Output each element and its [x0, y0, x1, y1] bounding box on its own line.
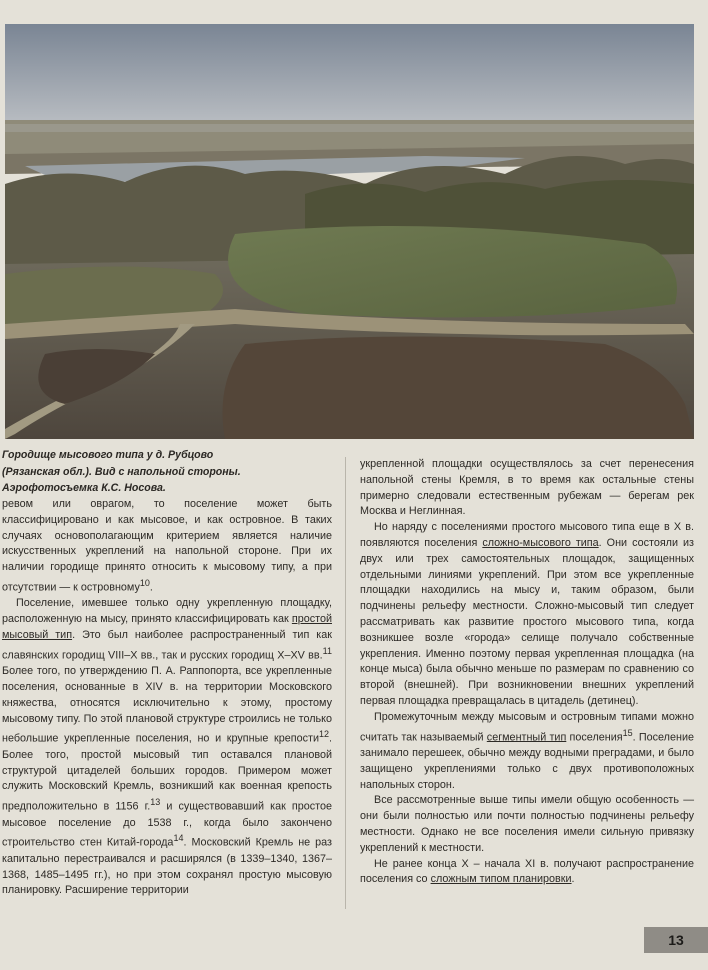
text: . Поселение занимало перешеек, обычно между водными преградами, и было защищено укреплениями только с двух противоположных напольных сторон. — [360, 731, 694, 791]
text: Более того, по утверждению П. А. Раппопорта, все укрепленные поселения, основанные в XIV в. на территории Московского княжества, относятся исключительно к этому, простому мысовому типу. По этой плановой структуре строились не только небольшие укрепленные поселения, но и крупные крепости — [2, 665, 332, 745]
paragraph: укрепленной площадки осуществлялось за счет перенесения напольной стены Кремля, в то время как остальные стены примерно следовали естественным рубежам — берегам рек Москва и Неглинная. — [360, 458, 694, 518]
text: . — [149, 581, 153, 594]
caption-line: Аэрофотосъемка К.С. Носова. — [2, 482, 166, 494]
text: . Они состояли из двух или трех самостоятельных площадок, защищенных отдельными линиями укреплений. При этом все укрепленные площадки находились на мысу и, таким образом, были подчинены рельефу местности. Сложно-мысовый тип следует рассматривать как развитие простого мысового типа, когда возникшее возле «города» селище получало собственные укрепления. Именно поэтому первая укрепленная площадка (на конце мыса) была обычно меньше по размерам по сравнению со второй (внешней). При возникновении внешних укреплений первая площадка превращалась в цитадель (детинец). — [360, 536, 694, 707]
text: ревом или оврагом, то поселение может быть классифицировано и как мысовое, и как островное. В таких случаях основополагающим критерием является наличие искусственных укреплений на напольной стороне. При их наличии городище принято относить к мысовому типу, а при отсутствии — к островному — [2, 498, 332, 594]
term-complex-layout-type: сложным типом планировки — [430, 873, 572, 886]
term-simple-cape-type: простой мысовый тип — [2, 613, 332, 641]
left-text-column — [2, 497, 332, 899]
text: Поселение, имевшее только одну укрепленную площадку, расположенную на мысу, принято классифицировать как — [2, 597, 332, 626]
footnote-ref: 11 — [322, 645, 332, 656]
paragraph — [2, 596, 332, 899]
caption-line: Городище мысового типа у д. Рубцово — [2, 449, 214, 461]
photo-caption — [2, 447, 332, 497]
caption-line: (Рязанская обл.). Вид с напольной стороны. — [2, 465, 241, 478]
text: . Более того, простой мысовый тип оставался плановой структурой цитаделей больших городов. Примером может служить Московский Кремль, возникший как военная крепость предположительно в 1156 г. — [2, 732, 332, 813]
paragraph — [2, 497, 332, 596]
paragraph — [360, 520, 694, 710]
text: Промежуточным между мысовым и островным типами можно считать так называемый — [360, 710, 694, 744]
right-text-column — [360, 457, 694, 888]
footnote-ref: 14 — [173, 833, 184, 844]
term-segment-type: сегментный тип — [486, 731, 567, 744]
text: . Это был наиболее распространенный тип как славянских городищ VIII–X вв., так и русских городищ X–XV вв. — [2, 628, 332, 662]
footnote-ref: 15 — [622, 727, 633, 738]
footnote-ref: 10 — [139, 577, 150, 588]
text: поселения — [566, 731, 623, 744]
text: Не ранее конца X – начала XI в. получают распространение поселения со — [360, 857, 694, 886]
text: Но наряду с поселениями простого мысового типа еще в X в. появляются поселения — [360, 521, 694, 549]
page-number: 13 — [644, 927, 708, 953]
paragraph — [360, 857, 694, 889]
paragraph — [360, 710, 694, 794]
footnote-ref: 12 — [318, 729, 329, 740]
text: . Московский Кремль не раз капитально перестраивался и расширялся (в 1339–1340, 1367–1368, 1485–1495 гг.), но при этом сохранял простую мысовую планировку. Расширение территории — [2, 836, 332, 897]
paragraph: Все рассмотренные выше типы имели общую особенность — они были полностью или почти полностью подчинены рельефу местности. Однако не все поселения имели сильную привязку укреплений к местности. — [360, 794, 694, 854]
aerial-photo — [5, 24, 694, 439]
term-complex-cape-type: сложно-мысового типа — [482, 536, 599, 549]
hillfort-aerial-image — [5, 24, 694, 439]
column-divider — [345, 457, 346, 909]
text: и существовавший как простое мысовое поселение до 1538 г., когда было закончено строительство стен Китай-города — [2, 800, 332, 849]
text: . — [571, 873, 575, 886]
footnote-ref: 13 — [150, 797, 161, 808]
